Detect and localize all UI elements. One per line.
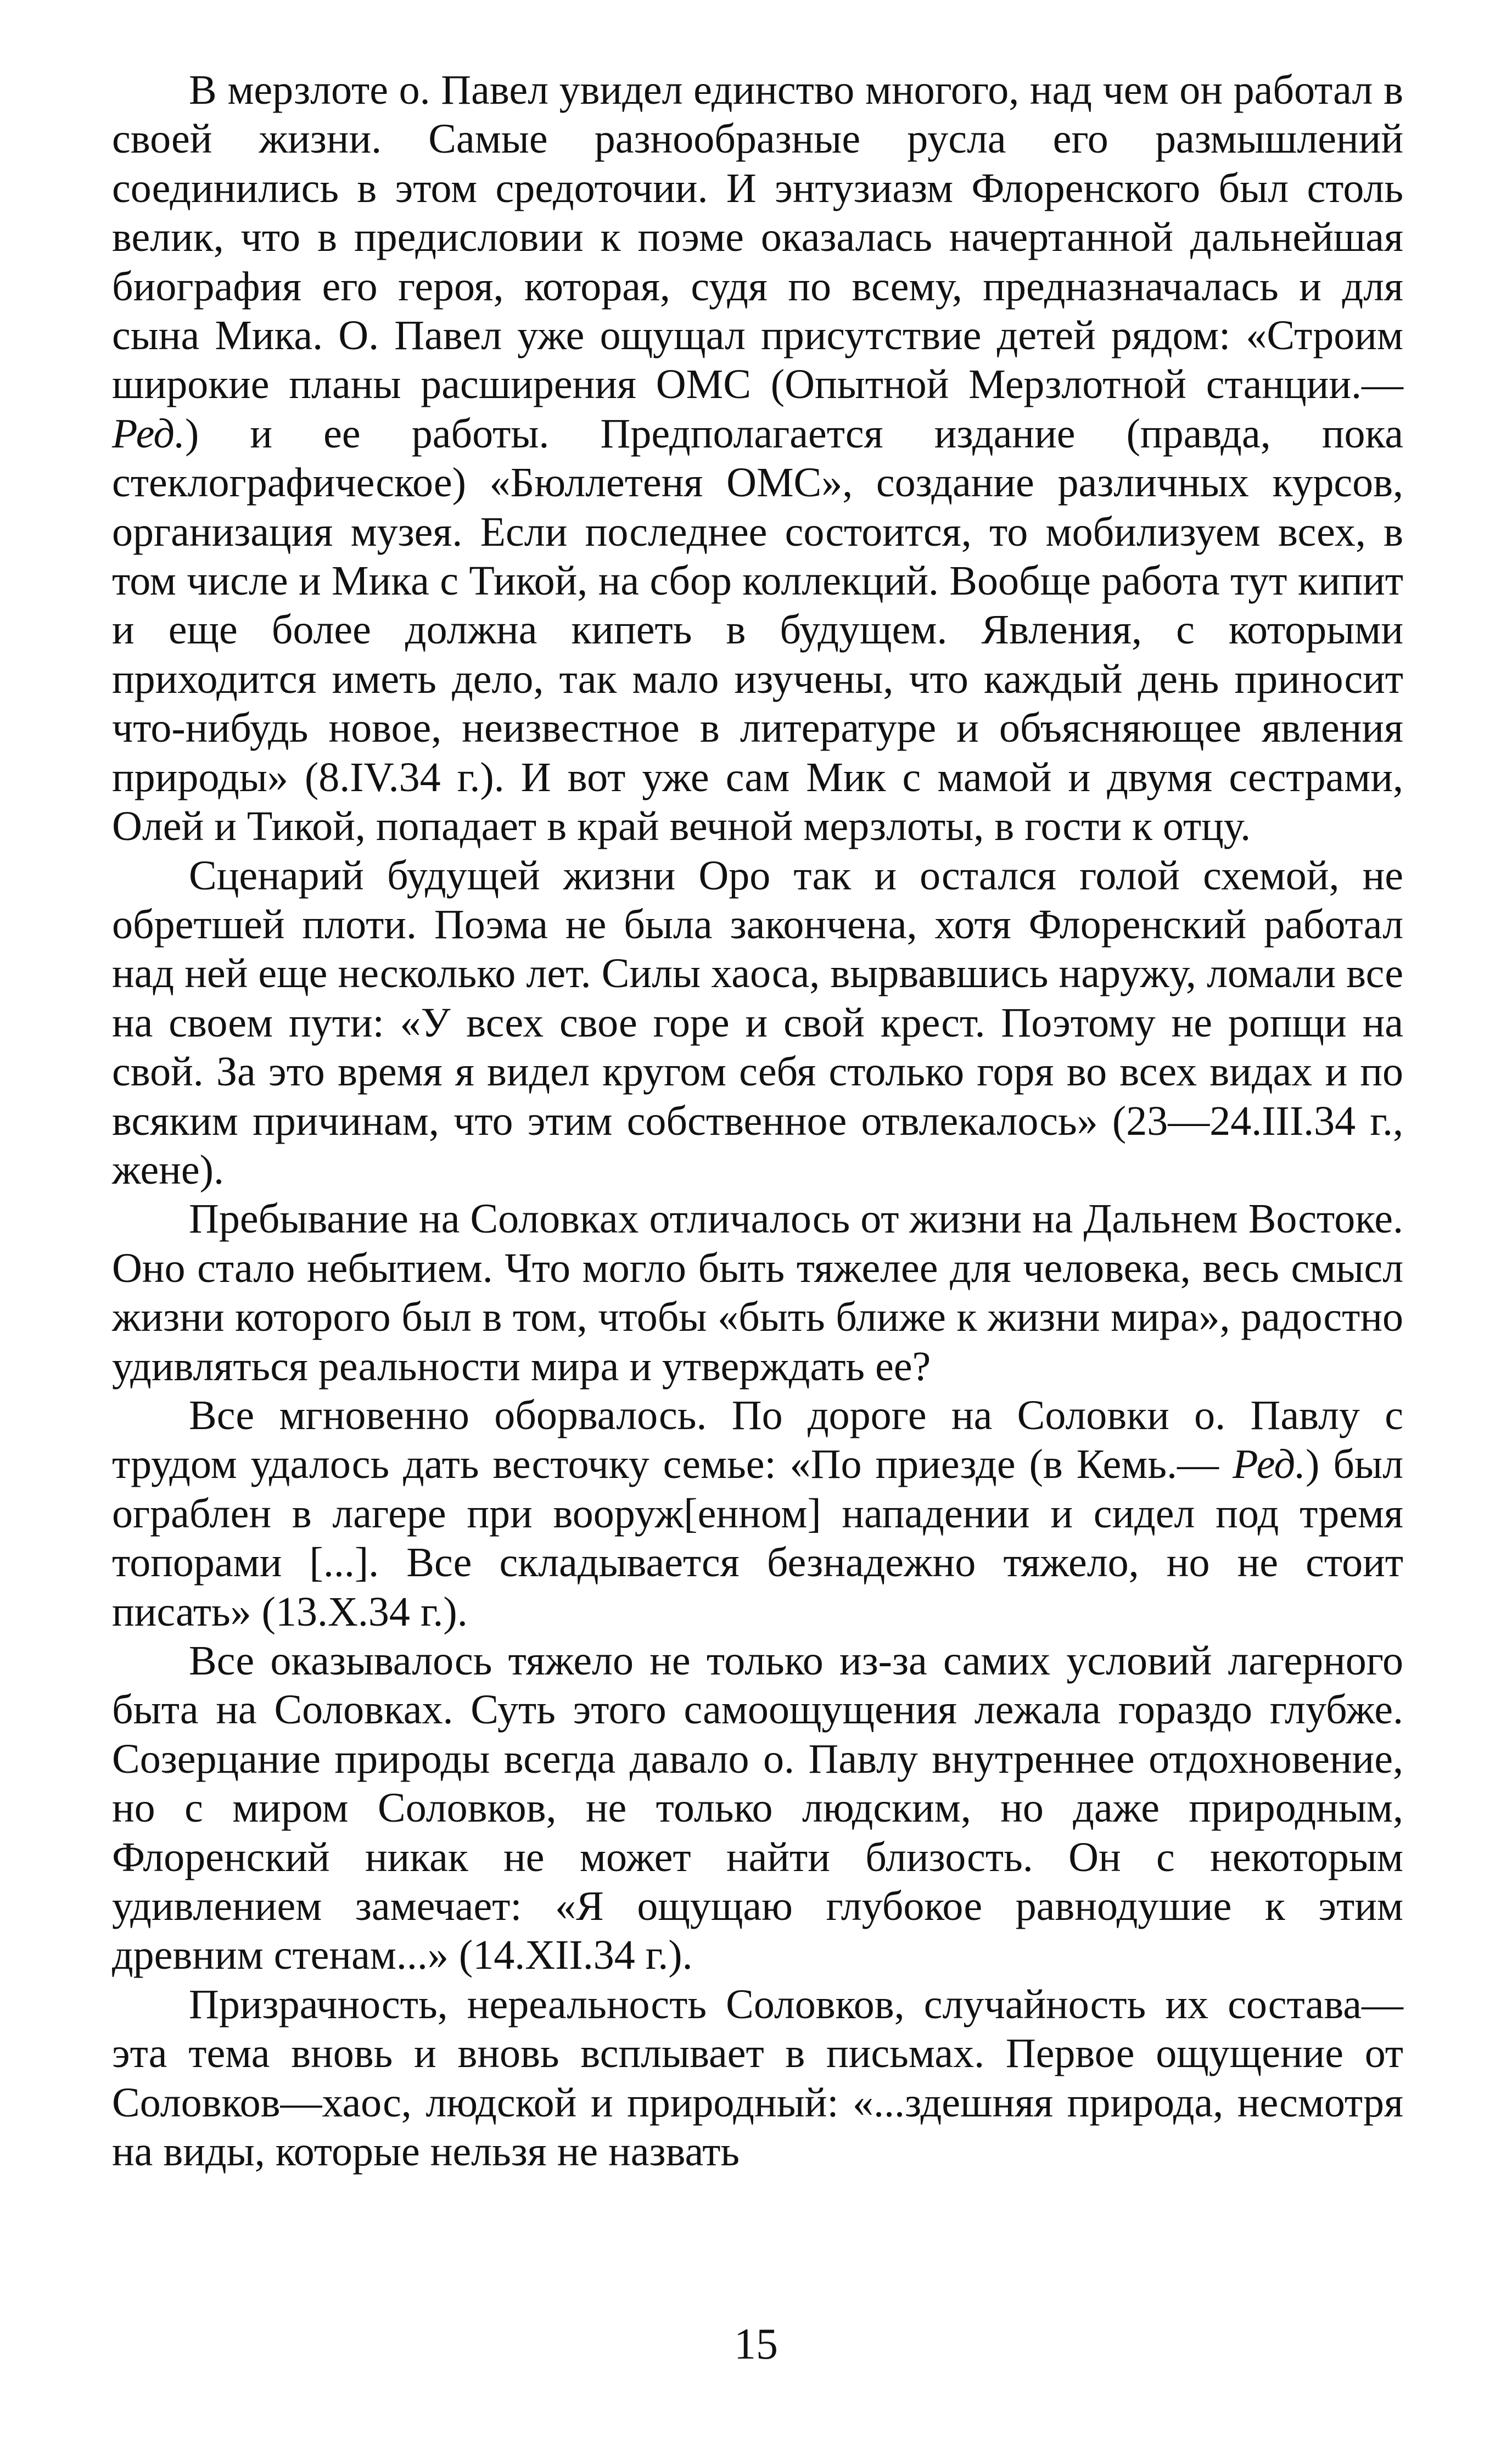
body-text — [112, 66, 1403, 2176]
paragraph-5 — [112, 1637, 1403, 1980]
editor-abbreviation: Ред. — [1233, 1441, 1306, 1488]
paragraph-3-text: Пребывание на Соловках отличалось от жизни на Дальнем Востоке. Оно стало небытием. Что могло быть тяжелее для человека, весь смысл жизни которого был в том, чтобы «быть ближе к жизни мира», радостно удивляться реальности мира и утверждать ее? — [112, 1196, 1403, 1390]
page-number: 15 — [734, 2320, 778, 2368]
paragraph-4 — [112, 1391, 1403, 1637]
paragraph-4-text: Все мгновенно оборвалось. По дороге на Соловки о. Павлу с трудом удалось дать весточку семье: «По приезде (в Кемь.— — [112, 1392, 1403, 1488]
paragraph-1-text-cont: ) и ее работы. Предполагается издание (правда, пока стеклографическое) «Бюллетеня ОМС», создание различных курсов, организация музея. Если последнее состоится, то мобилизуем всех, в том числе и Мика с Тикой, на сбор коллекций. Вообще работа тут кипит и еще более должна кипеть в будущем. Явления, с которыми приходится иметь дело, так мало изучены, что каждый день приносит что-нибудь новое, неизвестное в литературе и объясняющее явления природы» (8.IV.34 г.). И вот уже сам Мик с мамой и двумя сестрами, Олей и Тикой, попадает в край вечной мерзлоты, в гости к отцу. — [112, 410, 1403, 850]
paragraph-5-text: Все оказывалось тяжело не только из-за самих условий лагерного быта на Соловках. Суть этого самоощущения лежала гораздо глубже. Созерцание природы всегда давало о. Павлу внутреннее отдохновение, но с миром Соловков, не только людским, но даже природным, Флоренский никак не может найти близость. Он с некоторым удивлением замечает: «Я ощущаю глубокое равнодушие к этим древним стенам...» (14.XII.34 г.). — [112, 1638, 1403, 1979]
paragraph-1 — [112, 66, 1403, 852]
paragraph-6 — [112, 1980, 1403, 2177]
editor-abbreviation: Ред. — [112, 410, 185, 457]
paragraph-4-text-cont: ) был ограблен в лагере при вооруж[енном] нападении и сидел под тремя топорами [...]. Все складывается безнадежно тяжело, но не стоит писать» (13.X.34 г.). — [112, 1441, 1404, 1635]
paragraph-3 — [112, 1195, 1403, 1391]
paragraph-2 — [112, 852, 1403, 1195]
paragraph-2-text: Сценарий будущей жизни Оро так и остался голой схемой, не обретшей плоти. Поэма не была закончена, хотя Флоренский работал над ней еще несколько лет. Силы хаоса, вырвавшись наружу, ломали все на своем пути: «У всех свое горе и свой крест. Поэтому не ропщи на свой. За это время я видел кругом себя столько горя во всех видах и по всяким причинам, что этим собственное отвлекалось» (23—24.III.34 г., жене). — [112, 852, 1403, 1193]
paragraph-6-text: Призрачность, нереальность Соловков, случайность их состава—эта тема вновь и вновь всплывает в письмах. Первое ощущение от Соловков—хаос, людской и природный: «...здешняя природа, несмотря на виды, которые нельзя не назвать — [112, 1981, 1403, 2175]
paragraph-1-text: В мерзлоте о. Павел увидел единство многого, над чем он работал в своей жизни. Самые разнообразные русла его размышлений соединились в этом средоточии. И энтузиазм Флоренского был столь велик, что в предисловии к поэме оказалась начертанной дальнейшая биография его героя, которая, судя по всему, предназначалась и для сына Мика. О. Павел уже ощущал присутствие детей рядом: «Строим широкие планы расширения ОМС (Опытной Мерзлотной станции.— — [112, 67, 1403, 408]
